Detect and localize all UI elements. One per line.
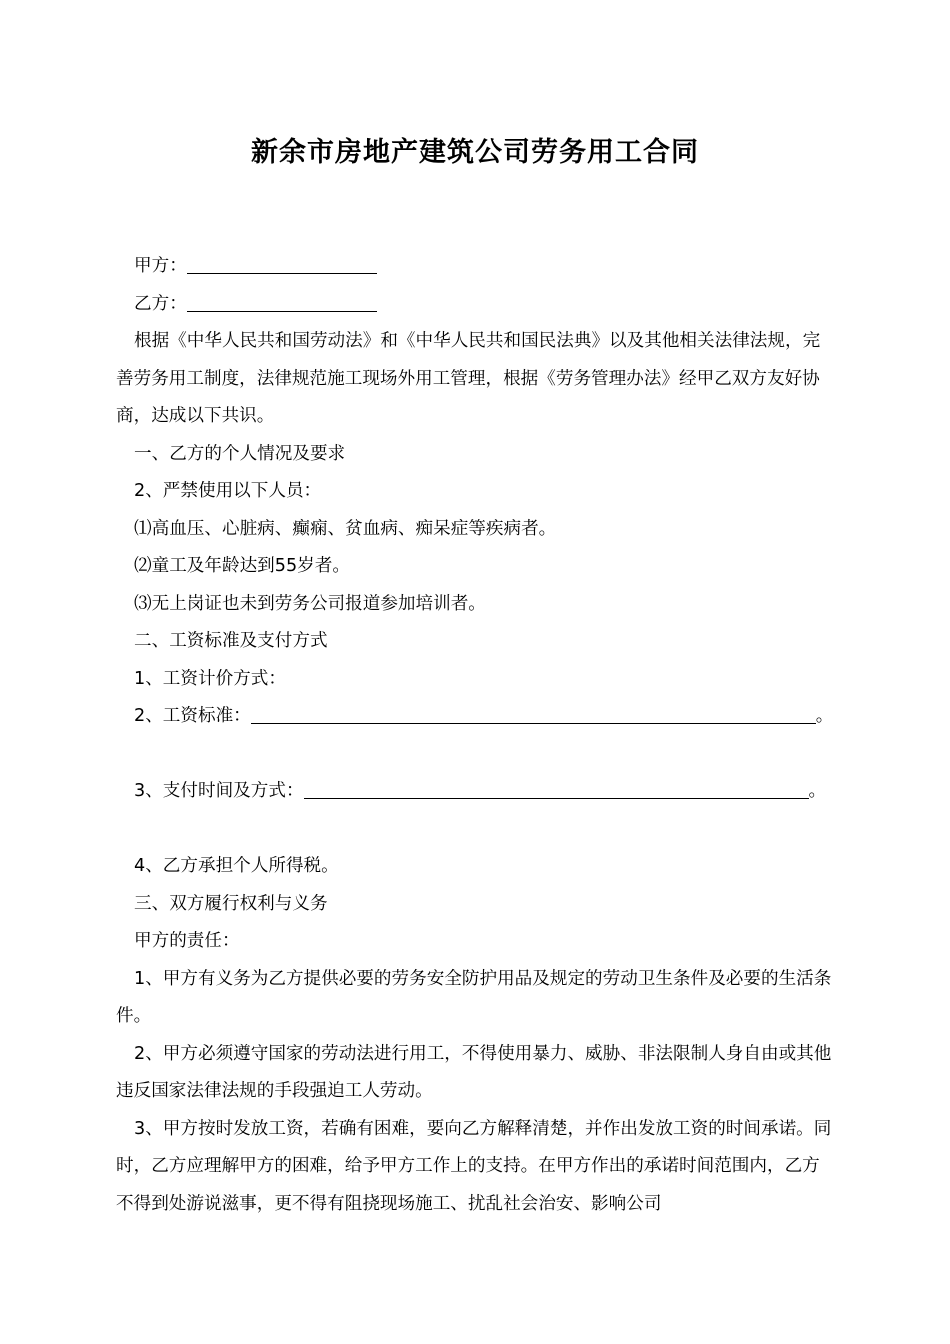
spacer bbox=[116, 811, 836, 849]
party-a-duty-title: 甲方的责任： bbox=[134, 931, 240, 951]
section2-item3 bbox=[116, 773, 836, 811]
duty-3: 3、甲方按时发放工资，若确有困难，要向乙方解释清楚，并作出发放工资的时间承诺。同时，乙方应理解甲方的困难，给予甲方工作上的支持。在甲方作出的承诺时间范围内，乙方不得到处游说滋事，更不得有阻挠现场施工、扰乱社会治安、影响公司 bbox=[116, 1118, 832, 1214]
duty-2: 2、甲方必须遵守国家的劳动法进行用工，不得使用暴力、威胁、非法限制人身自由或其他违反国家法律法规的手段强迫工人劳动。 bbox=[116, 1043, 832, 1101]
party-a-label: 甲方： bbox=[134, 256, 187, 276]
section2-title: 二、工资标准及支付方式 bbox=[134, 631, 328, 651]
document-body bbox=[116, 248, 836, 1223]
party-a-blank bbox=[187, 253, 377, 274]
section2-item1: 1、工资计价方式： bbox=[134, 668, 286, 689]
section1-sub3: ⑶无上岗证也未到劳务公司报道参加培训者。 bbox=[134, 593, 486, 614]
section1-title: 一、乙方的个人情况及要求 bbox=[134, 443, 346, 464]
section2-item2 bbox=[116, 698, 836, 736]
section1-item2: 2、严禁使用以下人员： bbox=[134, 481, 322, 501]
payment-time-period: 。 bbox=[808, 781, 827, 801]
preamble-paragraph: 根据《中华人民共和国劳动法》和《中华人民共和国民法典》以及其他相关法律法规，完善劳务用工制度，法律规范施工现场外用工管理，根据《劳务管理办法》经甲乙双方友好协商，达成以下共识。 bbox=[116, 331, 821, 426]
party-a-line bbox=[116, 248, 836, 286]
party-b-blank bbox=[187, 291, 377, 312]
section1-sub1: ⑴高血压、心脏病、癫痫、贫血病、痴呆症等疾病者。 bbox=[134, 518, 557, 539]
payment-time-blank bbox=[304, 778, 809, 799]
spacer bbox=[116, 736, 836, 774]
wage-standard-blank bbox=[251, 703, 816, 724]
section1-sub2: ⑵童工及年龄达到55岁者。 bbox=[134, 556, 350, 576]
section2-item4: 4、乙方承担个人所得税。 bbox=[134, 856, 339, 876]
wage-standard-period: 。 bbox=[815, 706, 834, 726]
section3-title: 三、双方履行权利与义务 bbox=[134, 893, 328, 914]
duty-1: 1、甲方有义务为乙方提供必要的劳务安全防护用品及规定的劳动卫生条件及必要的生活条件。 bbox=[116, 968, 832, 1026]
party-b-label: 乙方： bbox=[134, 293, 187, 314]
payment-time-label: 3、支付时间及方式： bbox=[134, 781, 304, 801]
party-b-line bbox=[116, 286, 836, 324]
document-title: 新余市房地产建筑公司劳务用工合同 bbox=[251, 137, 699, 168]
wage-standard-label: 2、工资标准： bbox=[134, 706, 251, 726]
